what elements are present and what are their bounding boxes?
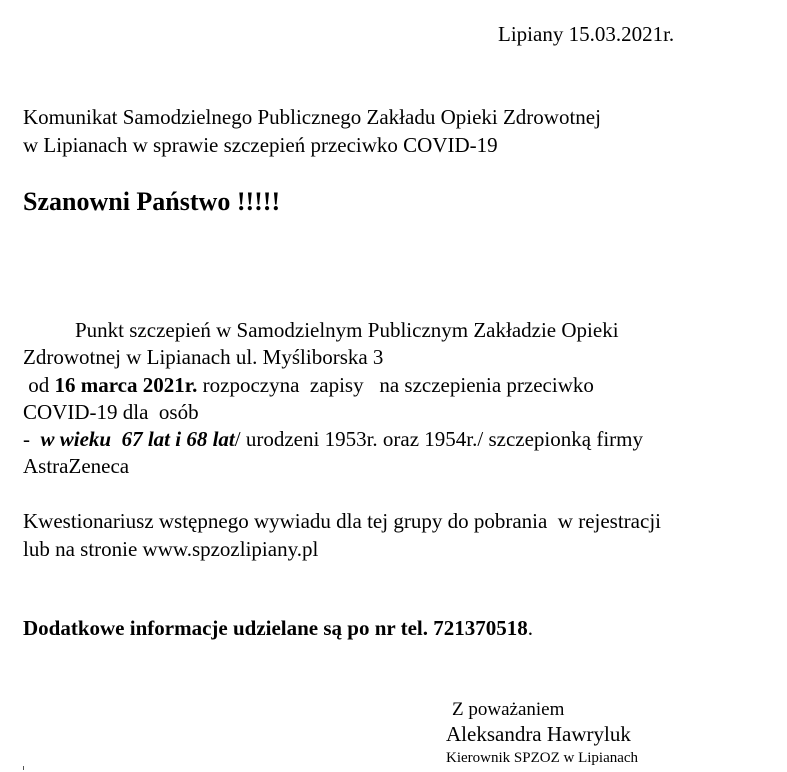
age-group: w wieku 67 lat i 68 lat [40, 427, 235, 452]
heading-line-1: Komunikat Samodzielnego Publicznego Zakładu Opieki Zdrowotnej [23, 105, 601, 129]
communique-heading [23, 103, 601, 159]
contact-info-text: Dodatkowe informacje udzielane są po nr tel. 721370518 [23, 616, 528, 640]
registration-start-date: 16 marca 2021r. [54, 372, 198, 397]
announcement-line-2: Zdrowotnej w Lipianach ul. Myśliborska 3 [23, 345, 384, 370]
announcement-line-4: COVID-19 dla osób [23, 399, 199, 424]
announcement-dash: - [23, 427, 41, 452]
announcement-line-6: AstraZeneca [23, 454, 130, 479]
page-mark [23, 766, 24, 770]
announcement-line-3-post: rozpoczyna zapisy na szczepienia przeciwko [197, 372, 594, 397]
contact-info [23, 616, 533, 641]
greeting: Szanowni Państwo !!!!! [23, 187, 281, 216]
announcement-line-5-post: / urodzeni 1953r. oraz 1954r./ szczepionką firmy [234, 427, 643, 452]
questionnaire-line-2: lub na stronie www.spzozlipiany.pl [23, 536, 319, 561]
signature-role: Kierownik SPZOZ w Lipianach [446, 750, 639, 766]
announcement-line-1 [23, 317, 643, 344]
announcement-line-1-text: Punkt szczepień w Samodzielnym Publicznym Zakładzie Opieki [75, 318, 619, 342]
contact-info-end: . [527, 616, 533, 640]
announcement-line-3-pre: od [23, 372, 55, 397]
signature-closing: Z poważaniem [452, 699, 565, 720]
questionnaire-line-1: Kwestionariusz wstępnego wywiadu dla tej grupy do pobrania w rejestracji [23, 509, 661, 533]
announcement-line-5 [23, 426, 643, 453]
announcement-line-3 [23, 372, 643, 399]
heading-line-2: w Lipianach w sprawie szczepień przeciwko COVID-19 [23, 133, 498, 157]
questionnaire-note [23, 508, 661, 563]
signature-name: Aleksandra Hawryluk [446, 722, 631, 746]
vaccination-announcement [23, 317, 643, 481]
document-date: Lipiany 15.03.2021r. [498, 22, 675, 46]
